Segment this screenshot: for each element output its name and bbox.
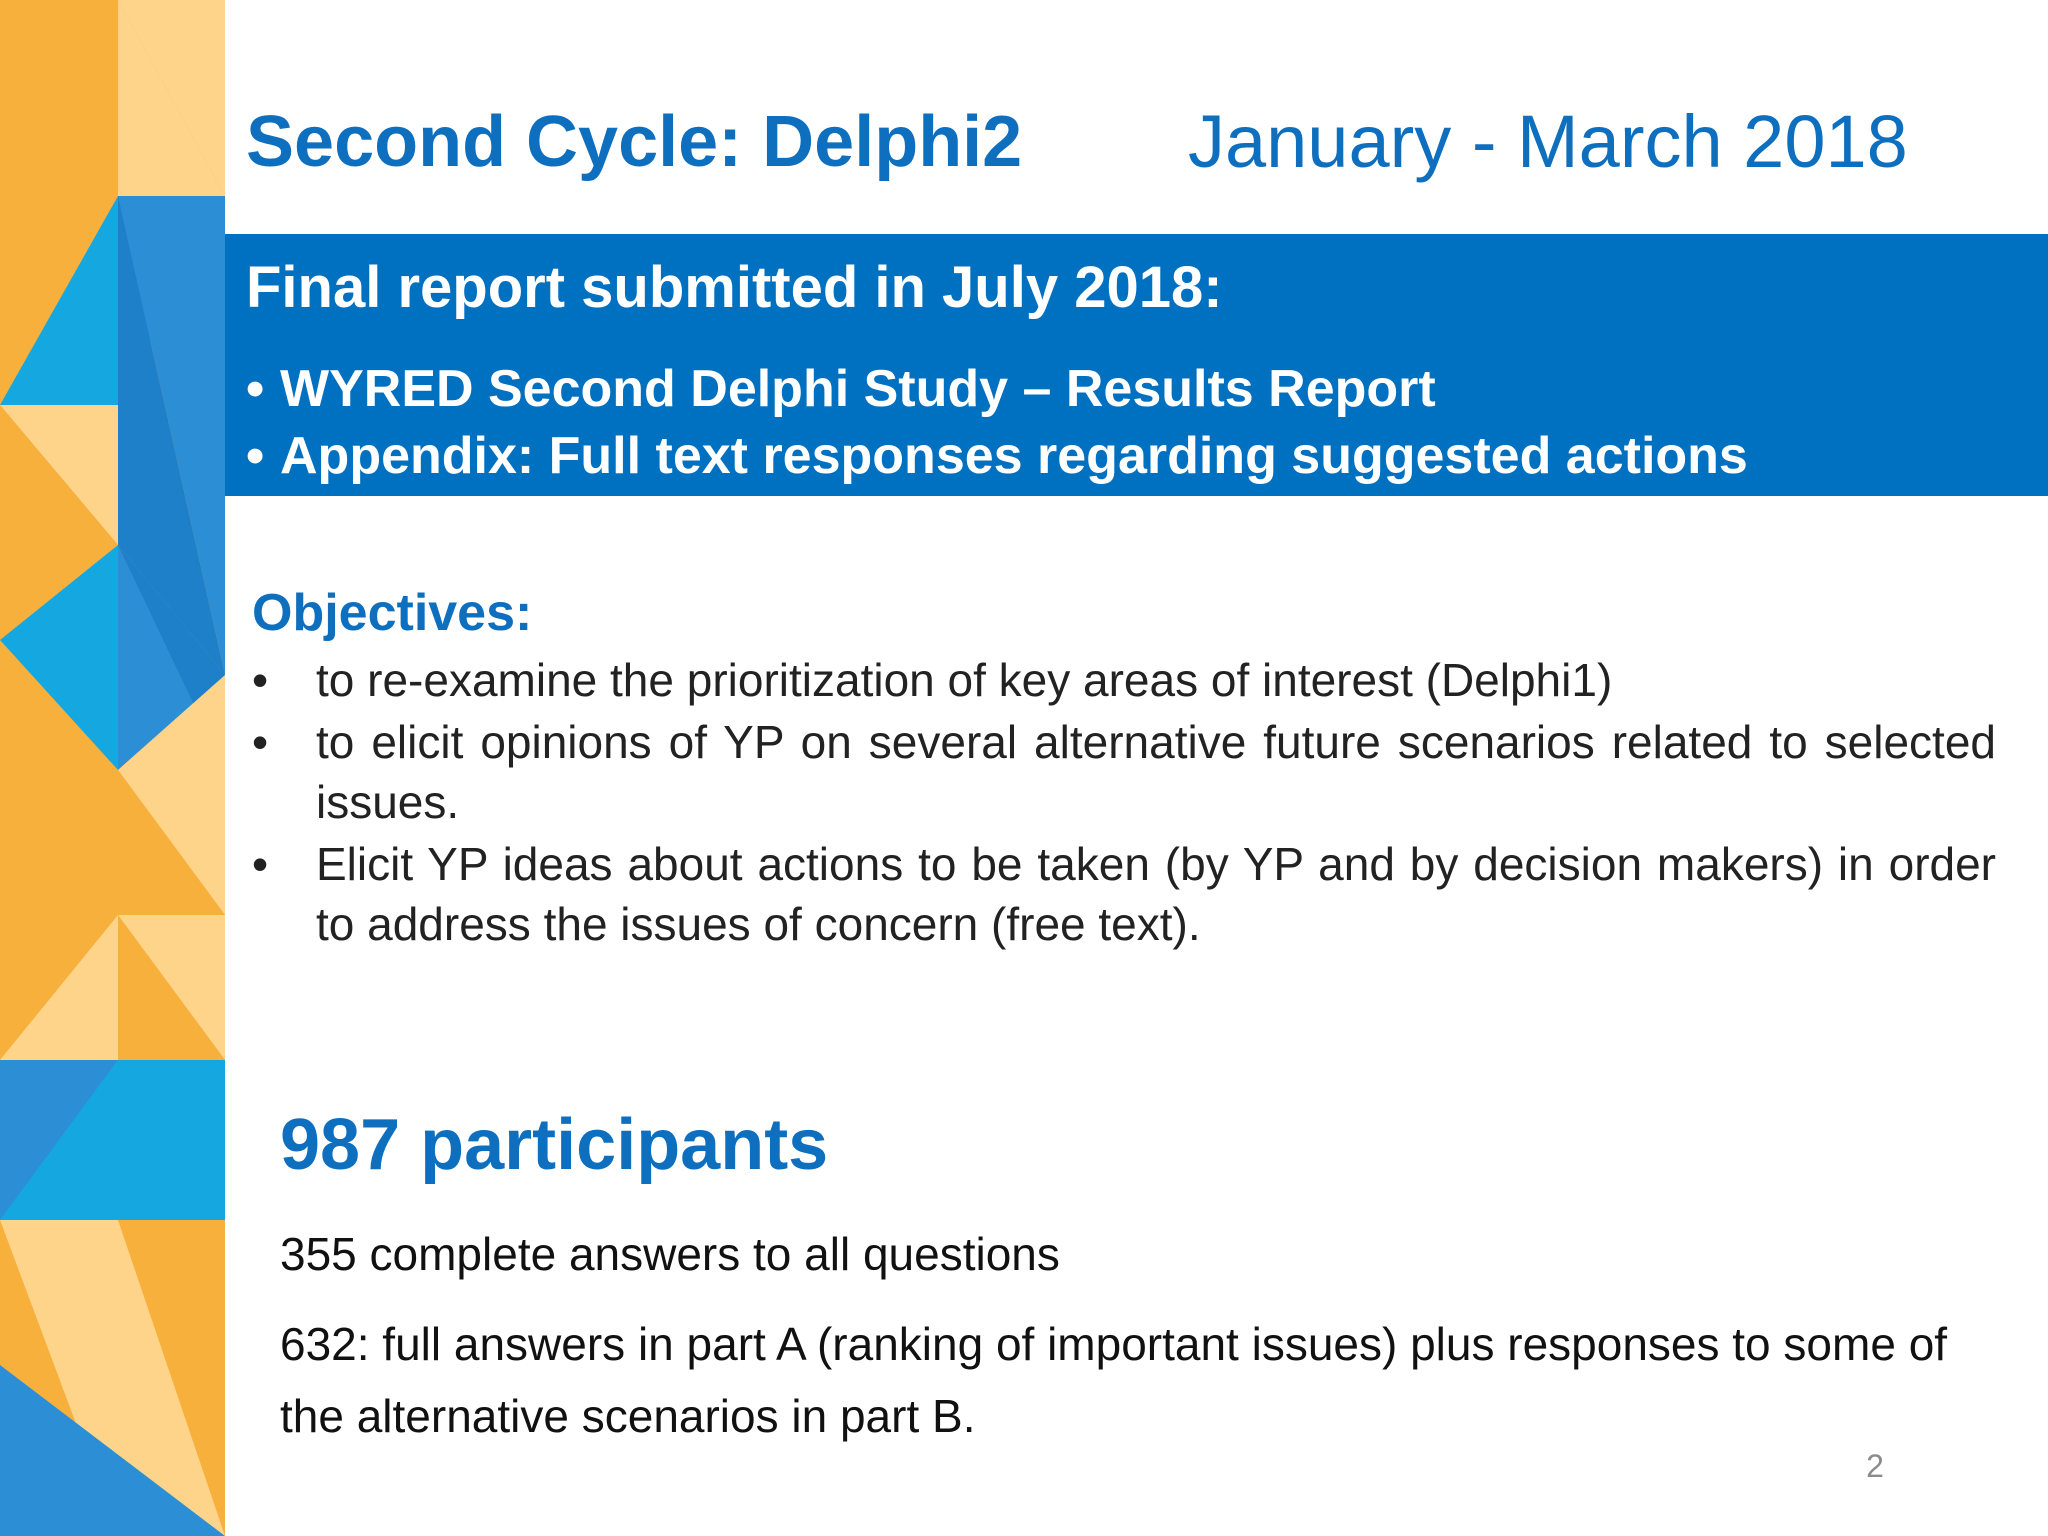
decorative-sidebar — [0, 0, 225, 1536]
report-item-text: Appendix: Full text responses regarding suggested actions — [280, 427, 1748, 485]
participants-headline: 987 participants — [280, 1105, 829, 1185]
objective-text: to re-examine the prioritization of key areas of interest (Delphi1) — [316, 654, 1613, 706]
bullet-glyph: • — [252, 716, 269, 768]
slide-dates: January - March 2018 — [1188, 100, 1908, 183]
report-item — [246, 356, 1436, 422]
bullet-glyph: • — [252, 654, 269, 706]
objectives-list — [252, 650, 1996, 954]
objective-text: Elicit YP ideas about actions to be taken (by YP and by decision makers) in order to address the issues of concern (free text). — [316, 838, 1996, 950]
objective-item — [252, 650, 1996, 710]
bullet-glyph: • — [246, 360, 265, 418]
report-item-text: WYRED Second Delphi Study – Results Report — [280, 360, 1436, 418]
objective-text: to elicit opinions of YP on several alternative future scenarios related to selected issues. — [316, 716, 1996, 828]
bullet-glyph: • — [246, 427, 265, 485]
report-band — [225, 234, 2048, 496]
slide-title: Second Cycle: Delphi2 — [246, 102, 1023, 182]
partial-answers-text: 632: full answers in part A (ranking of important issues) plus responses to some of the alternative scenarios in part B. — [280, 1318, 1948, 1442]
objective-item — [252, 712, 1996, 832]
objective-item — [252, 834, 1996, 954]
complete-answers-text: 355 complete answers to all questions — [280, 1228, 1060, 1280]
report-band-title: Final report submitted in July 2018: — [246, 255, 1223, 320]
bullet-glyph: • — [252, 838, 269, 890]
report-item — [246, 423, 1748, 489]
page-number: 2 — [1866, 1448, 1884, 1484]
objectives-heading: Objectives: — [252, 584, 533, 642]
sidebar-pattern — [0, 0, 225, 1536]
